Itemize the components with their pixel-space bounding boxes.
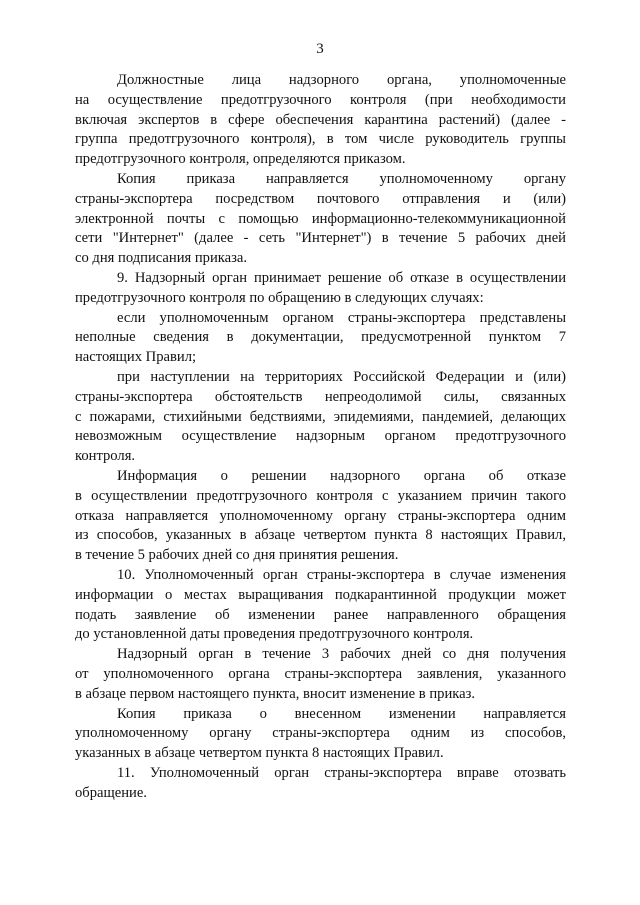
text-line: информации о местах выращивания подкарантинной продукции может [75, 586, 566, 603]
text-line: настоящих Правил; [75, 349, 197, 366]
text-line: Должностные лица надзорного органа, уполномоченные [117, 72, 566, 88]
text-line: предотгрузочного контроля по обращению в следующих случаях: [75, 289, 484, 306]
text-line: на осуществление предотгрузочного контроля (при необходимости [75, 91, 566, 108]
text-line: при наступлении на территориях Российской Федерации и (или) [117, 369, 566, 385]
text-line: в осуществлении предотгрузочного контроля с указанием причин такого [75, 487, 566, 504]
text-line: до установленной даты проведения предотгрузочного контроля. [75, 626, 474, 643]
text-line: отказа направляется уполномоченному органу страны-экспортера одним [75, 507, 566, 524]
text-line: Копия приказа о внесенном изменении направляется [117, 705, 566, 722]
text-line: с пожарами, стихийными бедствиями, эпидемиями, пандемией, делающих [75, 408, 566, 425]
text-line: 10. Уполномоченный орган страны-экспортера в случае изменения [117, 567, 566, 583]
text-line: если уполномоченным органом страны-экспортера представлены [117, 309, 566, 326]
text-line: Копия приказа направляется уполномоченному органу [117, 171, 566, 187]
text-line: контроля. [75, 448, 136, 465]
text-line: страны-экспортера обстоятельств непреодолимой силы, связанных [75, 388, 566, 405]
text-line: предотгрузочного контроля, определяются приказом. [75, 151, 406, 168]
text-line: подать заявление об изменении ранее направленного обращения [75, 606, 566, 623]
text-line: Информация о решении надзорного органа об отказе [117, 468, 566, 484]
text-line: со дня подписания приказа. [75, 250, 248, 267]
text-line: неполные сведения в документации, предусмотренной пунктом 7 [75, 329, 566, 346]
text-line: из способов, указанных в абзаце четвертом пункта 8 настоящих Правил, [75, 527, 566, 544]
text-line: от уполномоченного органа страны-экспортера заявления, указанного [75, 666, 566, 682]
page-number: 3 [316, 41, 324, 57]
text-line: указанных в абзаце четвертом пункта 8 настоящих Правил. [75, 745, 444, 762]
text-line: Надзорный орган в течение 3 рабочих дней со дня получения [117, 646, 566, 663]
text-line: 11. Уполномоченный орган страны-экспортера вправе отозвать [117, 765, 566, 781]
text-line: уполномоченному органу страны-экспортера одним из способов, [75, 725, 566, 742]
text-line: включая экспертов в сфере обеспечения карантина растений) (далее - [75, 111, 566, 128]
text-line: 9. Надзорный орган принимает решение об отказе в осуществлении [117, 270, 566, 286]
text-line: электронной почты с помощью информационно-телекоммуникационной [75, 210, 566, 227]
text-line: в абзаце первом настоящего пункта, вносит изменение в приказ. [75, 685, 476, 702]
text-line: невозможным осуществление надзорным органом предотгрузочного [75, 428, 566, 445]
text-line: обращение. [75, 784, 147, 801]
text-line: группа предотгрузочного контроля), в том числе руководитель группы [75, 131, 566, 148]
text-line: страны-экспортера посредством почтового отправления и (или) [75, 190, 566, 207]
text-line: сети "Интернет" (далее - сеть "Интернет") в течение 5 рабочих дней [75, 230, 566, 247]
text-line: в течение 5 рабочих дней со дня принятия решения. [75, 547, 399, 564]
